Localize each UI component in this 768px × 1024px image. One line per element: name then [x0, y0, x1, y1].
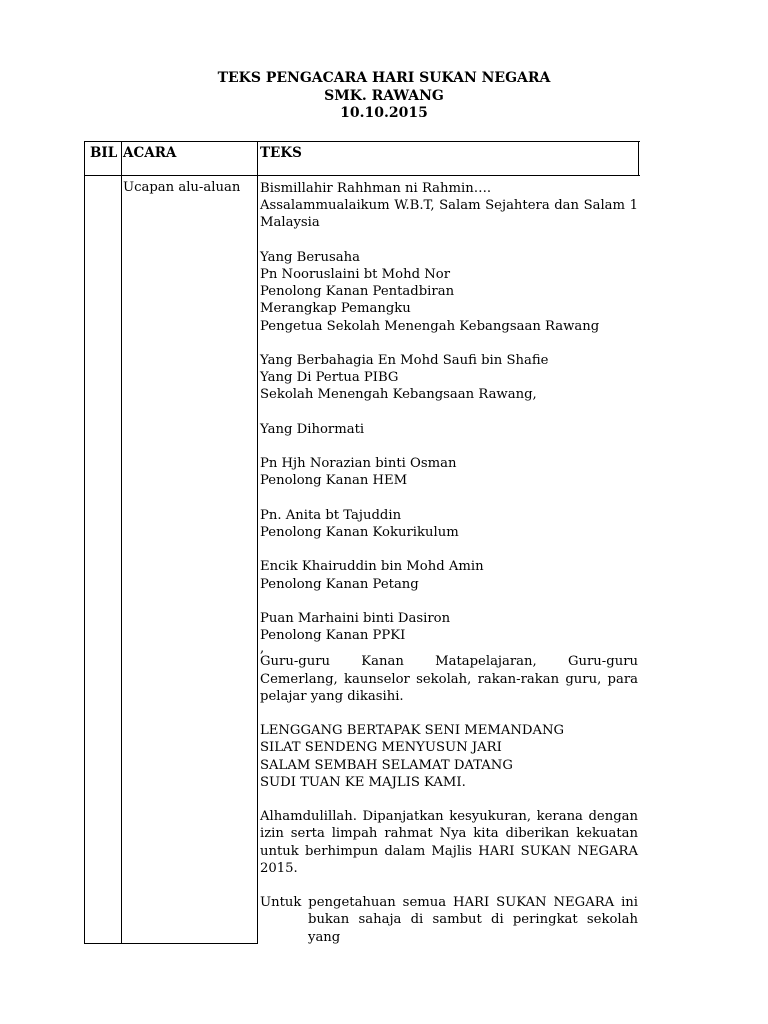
teks-cell — [260, 180, 638, 946]
dignitary-2-line-2: Yang Di Pertua PIBG — [260, 370, 399, 386]
salutation-line: Assalammualaikum W.B.T, Salam Sejahtera dan Salam 1 Malaysia — [260, 198, 638, 231]
pantun-line-4: SUDI TUAN KE MAJLIS KAMI. — [260, 774, 466, 790]
dignitary-1-line-5: Pengetua Sekolah Menengah Kebangsaan Rawang — [260, 318, 600, 334]
pantun-line-1: LENGGANG BERTAPAK SENI MEMANDANG — [260, 723, 565, 739]
dignitary-5-line-2: Penolong Kanan Petang — [260, 576, 419, 592]
pantun-line-2: SILAT SENDENG MENYUSUN JARI — [260, 740, 502, 756]
header-acara: ACARA — [123, 145, 177, 161]
honoured-heading: Yang Dihormati — [260, 421, 365, 437]
dignitary-2-line-1: Yang Berbahagia En Mohd Saufi bin Shafie — [260, 353, 549, 368]
audience-paragraph: Guru-guru Kanan Matapelajaran, Guru-guru Cemerlang, kaunselor sekolah, rakan-rakan guru, para pelajar yang dikasihi. — [260, 654, 638, 704]
dignitary-4-line-2: Penolong Kanan Kokurikulum — [260, 524, 459, 540]
dignitary-6-line-1: Puan Marhaini binti Dasiron — [260, 610, 451, 626]
header-teks: TEKS — [260, 145, 302, 161]
dignitary-1-line-4: Merangkap Pemangku — [260, 301, 411, 317]
dignitary-3-line-2: Penolong Kanan HEM — [260, 473, 408, 489]
title-line-3: 10.10.2015 — [340, 105, 428, 121]
dignitary-5-line-1: Encik Khairuddin bin Mohd Amin — [260, 559, 484, 575]
info-paragraph-line-2: bukan sahaja di sambut di peringkat sekolah yang — [308, 912, 638, 945]
greeting-line: Bismillahir Rahhman ni Rahmin…. — [260, 181, 492, 196]
dignitary-1-line-3: Penolong Kanan Pentadbiran — [260, 284, 455, 300]
header-bil: BIL — [90, 145, 118, 161]
dignitary-2-line-3: Sekolah Menengah Kebangsaan Rawang, — [260, 387, 537, 403]
acara-cell: Ucapan alu-aluan — [123, 180, 241, 195]
dignitary-4-line-1: Pn. Anita bt Tajuddin — [260, 507, 402, 523]
pantun-line-3: SALAM SEMBAH SELAMAT DATANG — [260, 757, 513, 773]
title-line-2: SMK. RAWANG — [324, 87, 444, 104]
comma-mark: , — [260, 641, 265, 657]
document-title — [0, 70, 768, 123]
dignitary-3-line-1: Pn Hjh Norazian binti Osman — [260, 456, 457, 472]
dignitary-1-line-1: Yang Berusaha — [260, 249, 360, 265]
gratitude-paragraph: Alhamdulillah. Dipanjatkan kesyukuran, kerana dengan izin serta limpah rahmat Nya kita diberikan kekuatan untuk berhimpun dalam Majlis HARI SUKAN NEGARA 2015. — [260, 809, 638, 876]
dignitary-6-line-2: Penolong Kanan PPKI — [260, 628, 406, 644]
info-paragraph-line-1: Untuk pengetahuan semua HARI SUKAN NEGARA ini — [260, 895, 638, 911]
dignitary-1-line-2: Pn Nooruslaini bt Mohd Nor — [260, 267, 451, 282]
title-line-1: TEKS PENGACARA HARI SUKAN NEGARA — [217, 70, 551, 86]
